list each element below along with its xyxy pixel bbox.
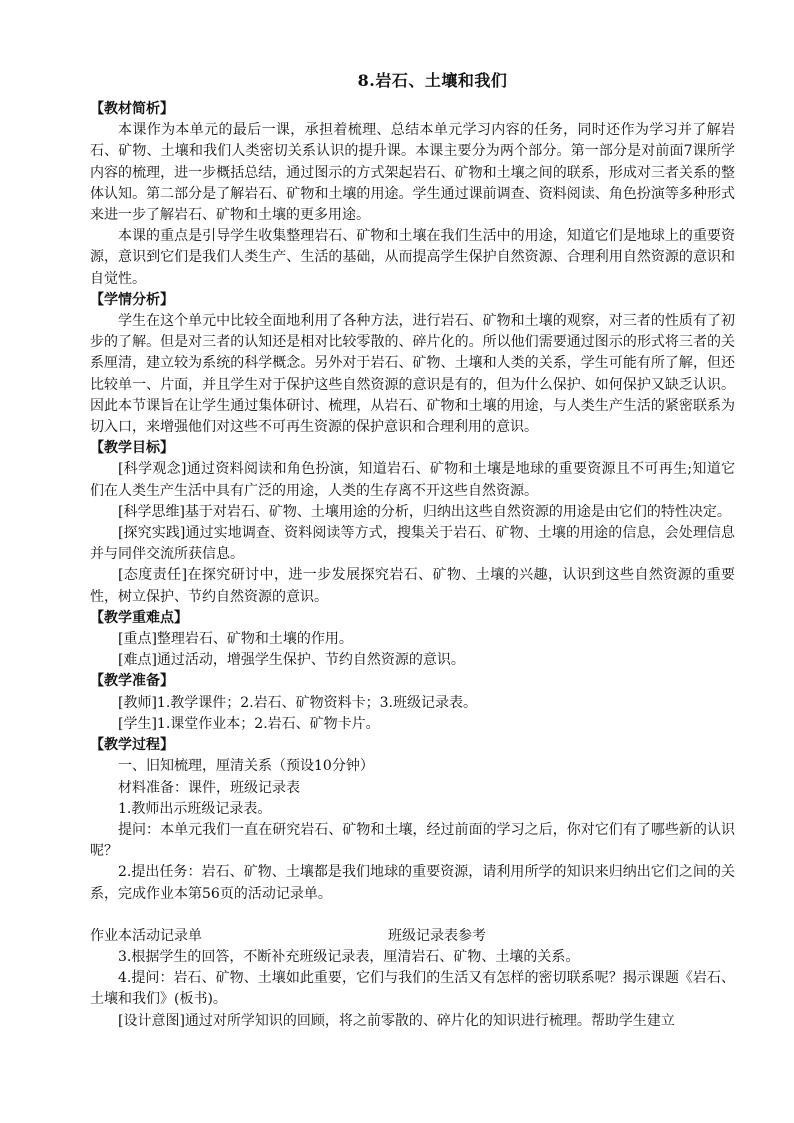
- process-materials: 材料准备：课件，班级记录表: [118, 779, 300, 796]
- goal-science-thinking: [科学思维]基于对岩石、矿物、土壤用途的分析，归纳出这些自然资源的用途是由它们的特性决定。: [118, 503, 731, 520]
- heading-teaching-process: 【教学过程】: [90, 737, 174, 754]
- paragraph-textbook-2: 本课的重点是引导学生收集整理岩石、矿物和土壤在我们生活中的用途，知道它们是地球上的重要资源，意识到它们是我们人类生产、生活的基础，从而提高学生保护自然资源、合理利用自然资源的意识和自觉性。: [90, 228, 735, 287]
- goal-inquiry-practice: [探究实践]通过实地调查、资料阅读等方式，搜集关于岩石、矿物、土壤的用途的信息，会处理信息并与同伴交流所获信息。: [90, 525, 735, 563]
- design-intent: [设计意图]通过对所学知识的回顾，将之前零散的、碎片化的知识进行梳理。帮助学生建立: [118, 1012, 675, 1029]
- heading-teaching-preparation: 【教学准备】: [90, 673, 174, 690]
- process-show-record: 1.教师出示班级记录表。: [118, 800, 272, 817]
- figure-gap: [90, 905, 735, 926]
- process-supplement: 3.根据学生的回答，不断补充班级记录表，厘清岩石、矿物、土壤的关系。: [118, 948, 580, 965]
- caption-worksheet: 作业本活动记录单: [90, 927, 202, 944]
- key-point: [重点]整理岩石、矿物和土壤的作用。: [118, 631, 353, 648]
- prep-student: [学生]1.课堂作业本；2.岩石、矿物卡片。: [118, 715, 380, 732]
- heading-student-analysis: 【学情分析】: [90, 291, 174, 308]
- paragraph-student-1: 学生在这个单元中比较全面地利用了各种方法，进行岩石、矿物和土壤的观察，对三者的性质有了初步的了解。但是对三者的认知还是相对比较零散的、碎片化的。所以他们需要通过图示的形式将三者的关系厘清，建立较为系统的科学概念。另外对于岩石、矿物、土壤和人类的关系，学生可能有所了解，但还比较单一、片面，并且学生对于保护这些自然资源的意识是有的，但为什么保护、如何保护又缺乏认识。因此本节课旨在让学生通过集体研讨、梳理，从岩石、矿物和土壤的用途，与人类生产生活的紧密联系为切入口，来增强他们对这些不可再生资源的保护意识和合理利用的意识。: [90, 313, 735, 436]
- process-step-review: 一、旧知梳理，厘清关系（预设10分钟）: [118, 758, 374, 775]
- difficult-point: [难点]通过活动，增强学生保护、节约自然资源的意识。: [118, 652, 465, 669]
- figure-captions: [90, 926, 735, 947]
- page-title: 8.岩石、土壤和我们: [357, 71, 508, 90]
- process-question-2: 4.提问：岩石、矿物、土壤如此重要，它们与我们的生活又有怎样的密切联系呢？揭示课题《岩石、土壤和我们》(板书)。: [90, 970, 735, 1008]
- goal-attitude-responsibility: [态度责任]在探究研讨中，进一步发展探究岩石、矿物、土壤的兴趣，认识到这些自然资源的重要性，树立保护、节约自然资源的意识。: [90, 567, 735, 605]
- paragraph-textbook-1: 本课作为本单元的最后一课，承担着梳理、总结本单元学习内容的任务，同时还作为学习并了解岩石、矿物、土壤和我们人类密切关系认识的提升课。本课主要分为两个部分。第一部分是对前面7课所学内容的梳理，进一步概括总结，通过图示的方式架起岩石、矿物和土壤之间的联系，形成对三者关系的整体认知。第二部分是了解岩石、矿物和土壤的用途。学生通过课前调查、资料阅读、角色扮演等多种形式来进一步了解岩石、矿物和土壤的更多用途。: [90, 122, 735, 224]
- heading-key-difficult: 【教学重难点】: [90, 609, 188, 626]
- process-task: 2.提出任务：岩石、矿物、土壤都是我们地球的重要资源，请利用所学的知识来归纳出它们之间的关系，完成作业本第56页的活动记录单。: [90, 864, 735, 902]
- process-question-1: 提问：本单元我们一直在研究岩石、矿物和土壤，经过前面的学习之后，你对它们有了哪些新的认识呢？: [90, 821, 735, 860]
- caption-class-record: 班级记录表参考: [388, 927, 486, 944]
- prep-teacher: [教师]1.教学课件；2.岩石、矿物资料卡；3.班级记录表。: [118, 694, 477, 711]
- heading-teaching-goals: 【教学目标】: [90, 440, 174, 457]
- heading-textbook-analysis: 【教材简析】: [90, 101, 174, 117]
- goal-science-concept: [科学观念]通过资料阅读和角色扮演，知道岩石、矿物和土壤是地球的重要资源且不可再生;知道它们在人类生产生活中具有广泛的用途，人类的生存离不开这些自然资源。: [90, 461, 735, 499]
